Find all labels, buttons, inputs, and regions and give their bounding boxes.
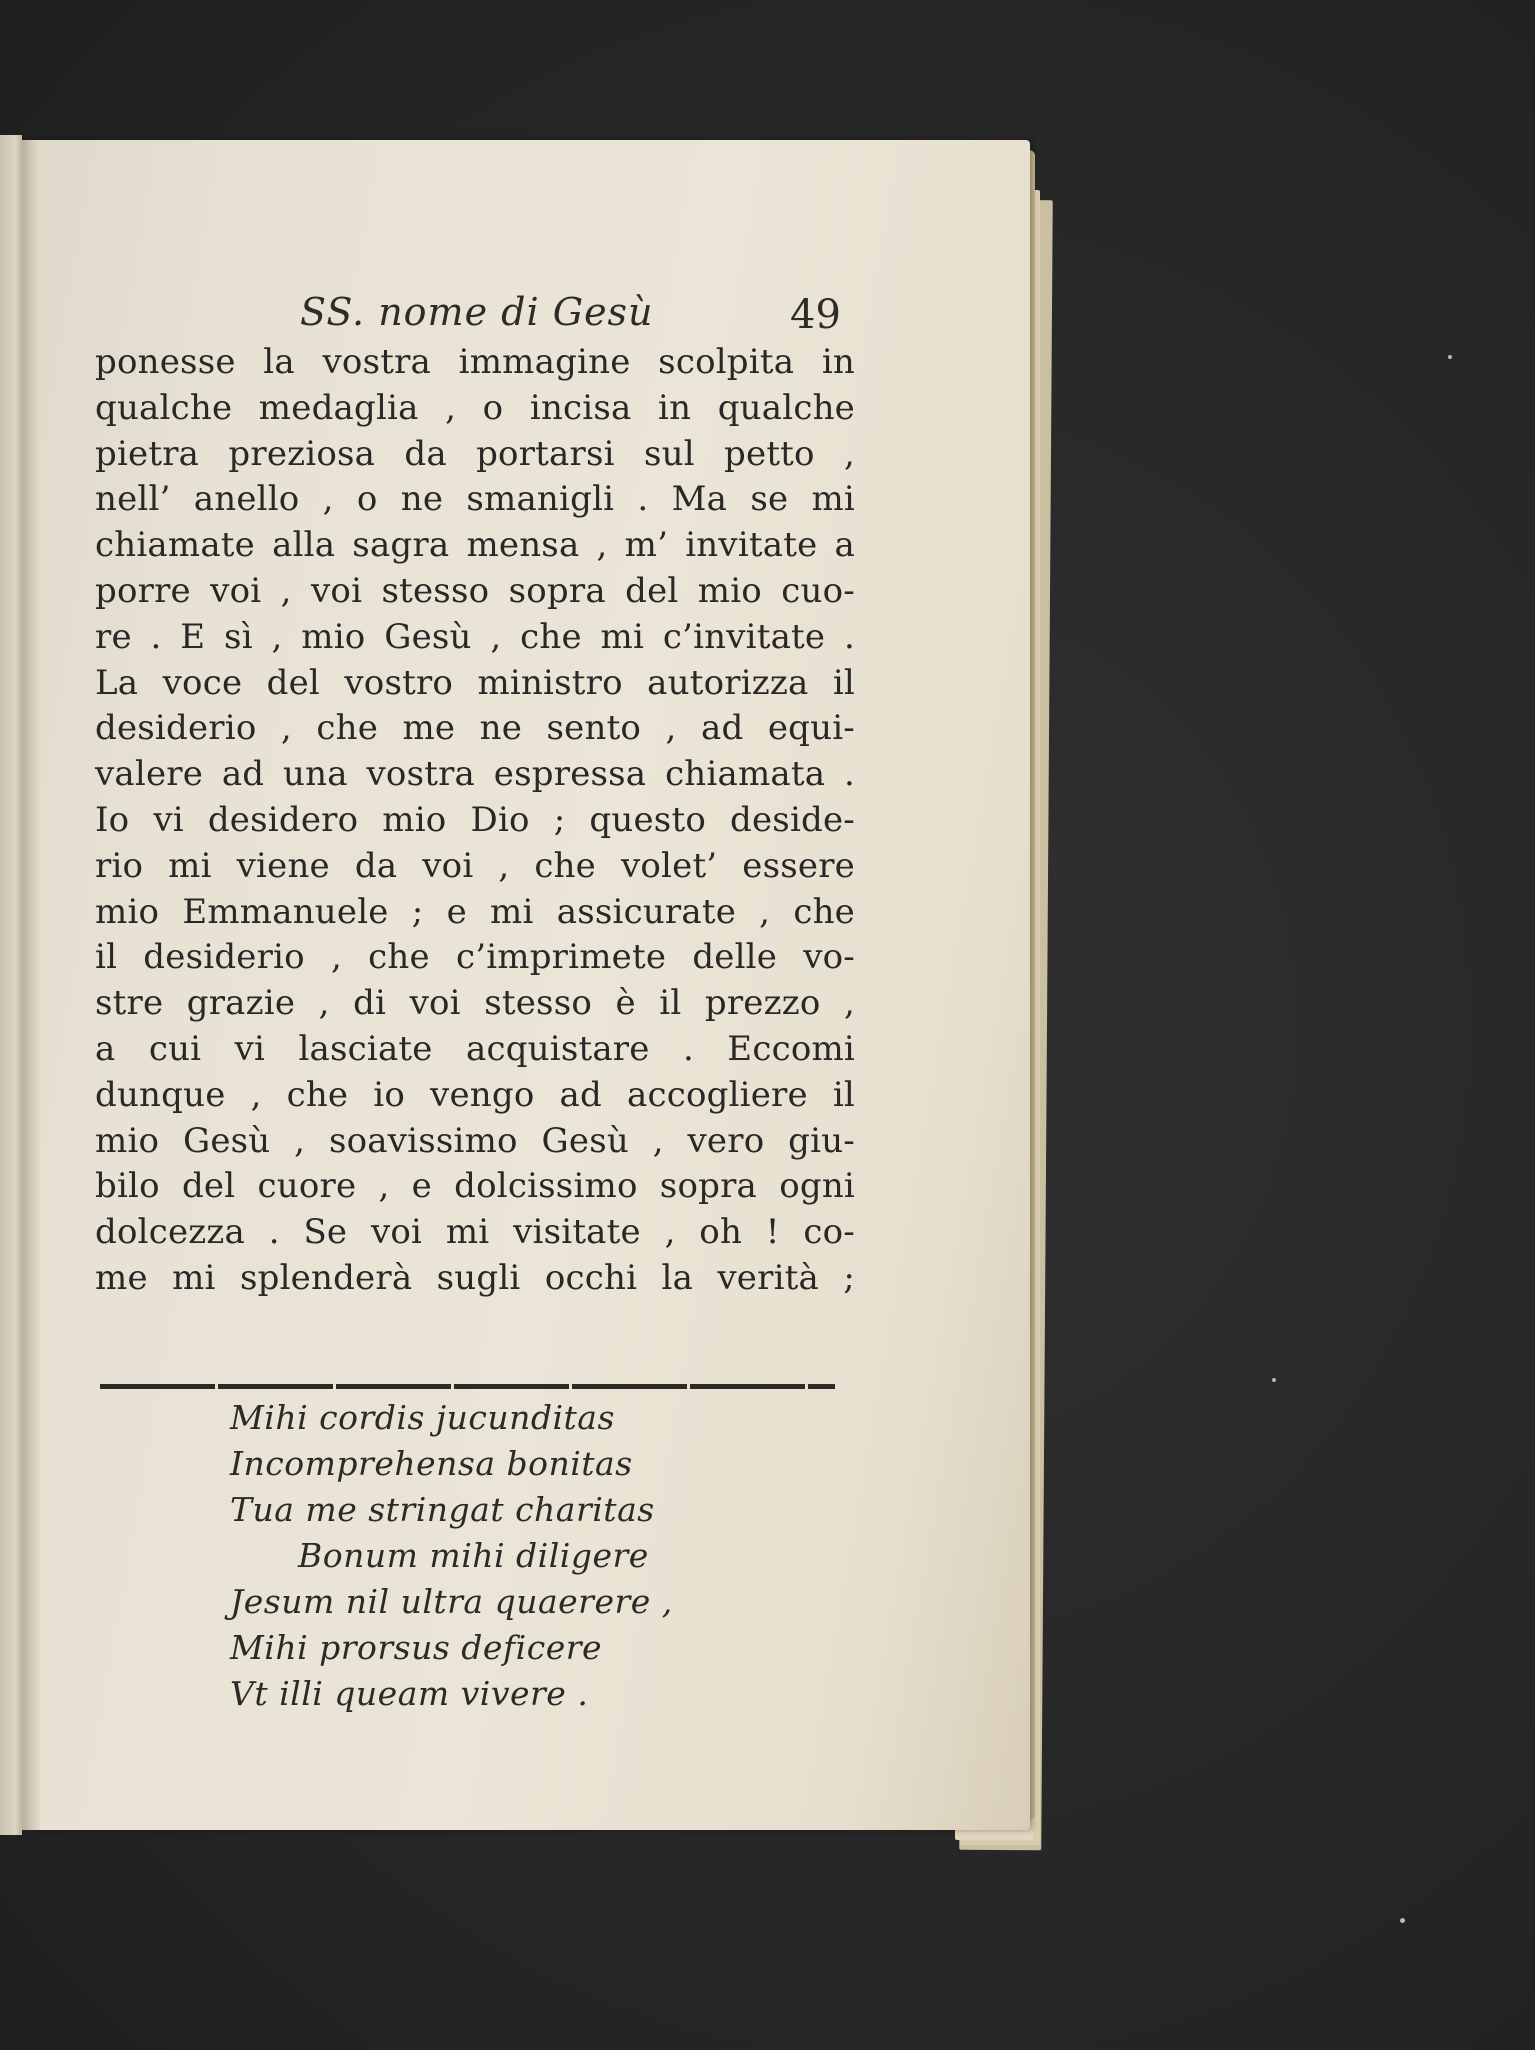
text-line: mio Emmanuele ; e mi assicurate , che [95, 891, 855, 932]
latin-verse [230, 1395, 673, 1717]
dust-speck [1272, 1378, 1276, 1382]
text-line: ponesse la vostra immagine scolpita in [95, 342, 855, 382]
text-line: mio Gesù , soavissimo Gesù , vero giu- [95, 1120, 855, 1161]
text-line: a cui vi lasciate acquistare . Eccomi [95, 1028, 855, 1069]
text-line: bilo del cuore , e dolcissimo sopra ogni [95, 1166, 855, 1207]
text-line: qualche medaglia , o incisa in qualche [95, 387, 855, 428]
page-number: 49 [790, 292, 841, 338]
dust-speck [1400, 1918, 1405, 1923]
text-line: me mi splenderà sugli occhi la verità ; [95, 1257, 855, 1298]
body-text [95, 340, 855, 1302]
verse-line: Incomprehensa bonitas [230, 1444, 633, 1483]
verse-line: Mihi cordis jucunditas [230, 1398, 615, 1437]
text-line: dunque , che io vengo ad accogliere il [95, 1074, 855, 1115]
text-line: porre voi , voi stesso sopra del mio cuo- [95, 570, 855, 611]
text-line: stre grazie , di voi stesso è il prezzo , [95, 983, 855, 1024]
text-line: il desiderio , che c’imprimete delle vo- [95, 937, 855, 978]
verse-line: Vt illi queam vivere . [230, 1674, 589, 1713]
verse-line: Tua me stringat charitas [230, 1490, 655, 1529]
verse-line: Mihi prorsus deficere [230, 1628, 603, 1667]
text-line: chiamate alla sagra mensa , m’ invitate a [95, 525, 855, 566]
verse-line: Jesum nil ultra quaerere , [230, 1582, 673, 1621]
text-line: valere ad una vostra espressa chiamata . [95, 754, 855, 795]
verse-line: Bonum mihi diligere [298, 1536, 649, 1575]
section-rule [100, 1384, 835, 1389]
running-head: SS. nome di Gesù [300, 290, 654, 334]
dust-speck [1448, 355, 1452, 359]
previous-page-edge [0, 135, 22, 1835]
text-line: pietra preziosa da portarsi sul petto , [95, 433, 855, 474]
text-line: dolcezza . Se voi mi visitate , oh ! co- [95, 1212, 855, 1253]
text-line: rio mi viene da voi , che volet’ essere [95, 845, 855, 886]
text-line: nell’ anello , o ne smanigli . Ma se mi [95, 479, 855, 520]
text-line: La voce del vostro ministro autorizza il [95, 662, 855, 703]
book-gutter [22, 140, 40, 1830]
text-line: desiderio , che me ne sento , ad equi- [95, 708, 855, 749]
text-line: re . E sì , mio Gesù , che mi c’invitate . [95, 616, 855, 657]
text-line: Io vi desidero mio Dio ; questo deside- [95, 799, 855, 840]
